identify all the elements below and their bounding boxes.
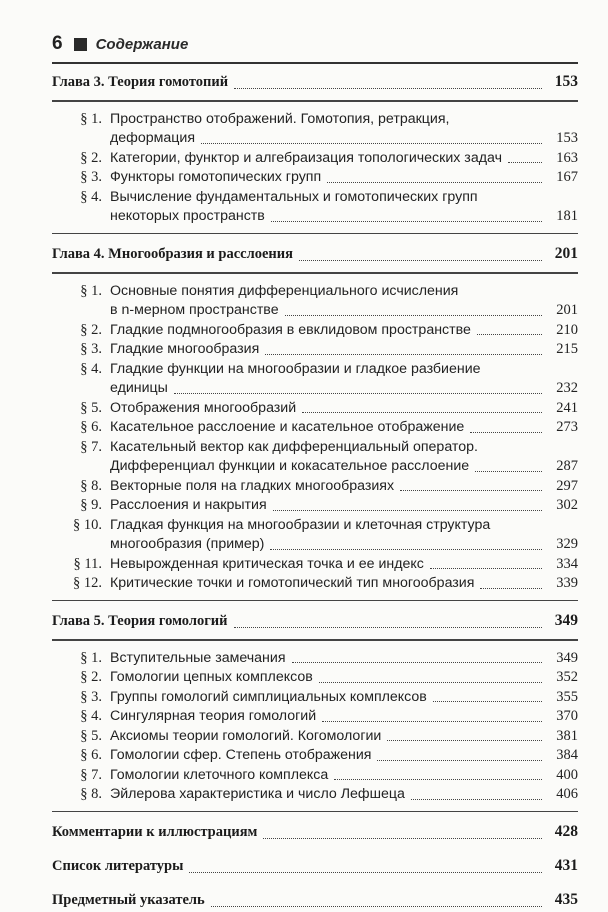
section-line — [110, 321, 578, 341]
section-number: § 6. — [80, 747, 102, 763]
section-body — [110, 496, 578, 516]
section-number: § 3. — [80, 341, 102, 357]
section-number: § 5. — [80, 727, 102, 744]
toc-entry[interactable] — [62, 340, 578, 360]
section-body — [110, 399, 578, 419]
section-line — [110, 649, 578, 669]
section-number: § 1. — [80, 649, 102, 666]
dot-leader — [234, 626, 543, 628]
dot-leader — [271, 220, 542, 222]
section-body — [110, 477, 578, 497]
section-body — [110, 340, 578, 360]
section-page: 297 — [556, 477, 578, 494]
section-page: 273 — [556, 419, 578, 435]
square-bullet-icon — [74, 38, 87, 51]
section-line — [110, 207, 578, 227]
section-line — [110, 301, 578, 321]
section-number: § 2. — [80, 149, 102, 166]
dot-leader — [263, 837, 542, 839]
section-page: 215 — [556, 341, 578, 357]
section-title-line: Эйлерова характеристика и число Лефшеца — [110, 786, 405, 802]
section-line — [110, 555, 578, 575]
section-line — [110, 379, 578, 399]
section-page: 370 — [556, 708, 578, 724]
section-line — [110, 496, 578, 516]
dot-leader — [508, 161, 542, 163]
section-body — [110, 168, 578, 188]
section-number: § 2. — [80, 669, 102, 685]
section-line — [110, 746, 578, 766]
chapter-heading[interactable] — [52, 242, 578, 266]
toc-entry[interactable] — [62, 746, 578, 766]
dot-leader — [285, 314, 542, 316]
toc-entry[interactable] — [62, 399, 578, 419]
back-matter-page: 431 — [554, 857, 578, 874]
section-line — [110, 574, 578, 594]
dot-leader — [270, 548, 542, 550]
section-number: § 3. — [80, 169, 102, 185]
chapter-title: Глава 3. Теория гомотопий — [52, 74, 229, 90]
section-page: 384 — [556, 747, 578, 763]
section-page: 406 — [556, 786, 578, 802]
section-line — [110, 418, 578, 438]
section-page: 153 — [556, 130, 578, 146]
section-title-line: Сингулярная теория гомологий — [110, 708, 317, 724]
section-title-line: в n-мерном пространстве — [110, 302, 279, 318]
section-title-line: единицы — [110, 380, 168, 396]
section-line — [110, 688, 578, 708]
dot-leader — [234, 87, 542, 89]
chapter-page: 349 — [554, 612, 578, 629]
section-line — [110, 282, 578, 302]
section-page: 400 — [556, 766, 578, 783]
page-number: 6 — [52, 33, 63, 54]
section-line — [110, 129, 578, 149]
dot-leader — [319, 681, 542, 683]
section-body — [110, 727, 578, 747]
section-title-line: Расслоения и накрытия — [110, 497, 267, 513]
section-title-line: Вычисление фундаментальных и гомотопических групп — [110, 188, 478, 205]
back-matter-page: 435 — [554, 891, 578, 908]
header-rule — [52, 62, 578, 64]
dot-leader — [470, 431, 542, 433]
section-page: 163 — [556, 149, 578, 166]
chapter-title: Глава 4. Многообразия и расслоения — [52, 246, 293, 262]
toc-entry[interactable] — [62, 727, 578, 747]
dot-leader — [377, 759, 542, 761]
section-title-line: некоторых пространств — [110, 208, 265, 224]
toc-entry[interactable] — [62, 110, 578, 149]
toc-entry[interactable] — [62, 418, 578, 438]
section-title-line: Группы гомологий симплициальных комплексов — [110, 688, 427, 705]
section-number: § 4. — [80, 360, 102, 377]
section-number: § 1. — [80, 282, 102, 299]
section-line — [110, 438, 578, 458]
back-matter-title: Комментарии к иллюстрациям — [52, 824, 258, 840]
section-body — [110, 746, 578, 766]
section-body — [110, 574, 578, 594]
section-number: § 7. — [80, 438, 102, 455]
chapter-page: 201 — [554, 245, 578, 262]
dot-leader — [400, 489, 542, 491]
section-title-line: деформация — [110, 130, 196, 146]
section-page: 210 — [556, 321, 578, 338]
chapter-heading[interactable] — [52, 70, 578, 94]
section-page: 334 — [556, 555, 578, 572]
section-body — [110, 668, 578, 688]
section-title-line: многообразия (пример) — [110, 536, 265, 552]
dot-leader — [433, 700, 542, 702]
section-body — [110, 766, 578, 786]
running-title: Содержание — [95, 35, 189, 53]
section-line — [110, 457, 578, 477]
section-line — [110, 340, 578, 360]
chapter-end-rule — [52, 233, 578, 235]
section-title-line: Пространство отображений. Гомотопия, ретракция, — [110, 110, 450, 127]
spacer — [52, 878, 578, 888]
dot-leader — [327, 181, 542, 183]
section-title-line: Касательный вектор как дифференциальный оператор. — [110, 438, 478, 455]
section-page: 167 — [556, 169, 578, 185]
section-line — [110, 766, 578, 786]
section-line — [110, 727, 578, 747]
dot-leader — [273, 509, 542, 511]
section-body — [110, 438, 578, 477]
chapter-end-rule — [52, 600, 578, 602]
section-page: 201 — [556, 302, 578, 318]
back-matter-entry[interactable] — [52, 820, 578, 844]
section-title-line: Гладкие подмногообразия в евклидовом пространстве — [110, 321, 471, 338]
section-title-line: Гомологии клеточного комплекса — [110, 766, 329, 783]
chapter-heading[interactable] — [52, 609, 578, 633]
toc-entry[interactable] — [62, 496, 578, 516]
section-title-line: Функторы гомотопических групп — [110, 169, 322, 185]
section-number: § 4. — [80, 188, 102, 205]
section-title-line: Гладкие функции на многообразии и гладкое разбиение — [110, 360, 481, 377]
section-line — [110, 516, 578, 536]
section-page: 287 — [556, 458, 578, 474]
dot-leader — [292, 661, 542, 663]
section-number: § 3. — [80, 688, 102, 705]
toc-entry[interactable] — [62, 649, 578, 669]
dot-leader — [477, 333, 542, 335]
back-matter-entry[interactable] — [52, 854, 578, 878]
section-page: 181 — [556, 208, 578, 224]
section-number: § 10. — [73, 516, 102, 533]
section-number: § 11. — [73, 555, 102, 572]
section-line — [110, 168, 578, 188]
toc-entry[interactable] — [62, 321, 578, 341]
toc-entry[interactable] — [62, 149, 578, 169]
dot-leader — [201, 142, 542, 144]
dot-leader — [475, 470, 542, 472]
section-body — [110, 149, 578, 169]
section-body — [110, 707, 578, 727]
section-line — [110, 360, 578, 380]
toc-entry[interactable] — [62, 668, 578, 688]
section-body — [110, 785, 578, 805]
toc-entry[interactable] — [62, 477, 578, 497]
back-matter-title: Список литературы — [52, 858, 184, 874]
section-line — [110, 110, 578, 130]
section-line — [110, 477, 578, 497]
toc-entry[interactable] — [62, 168, 578, 188]
spacer — [52, 844, 578, 854]
dot-leader — [411, 798, 542, 800]
toc-entry[interactable] — [62, 360, 578, 399]
section-title-line: Гомологии цепных комплексов — [110, 669, 313, 685]
section-page: 302 — [556, 497, 578, 513]
toc-entry[interactable] — [62, 688, 578, 708]
section-body — [110, 649, 578, 669]
section-body — [110, 110, 578, 149]
dot-leader — [480, 587, 542, 589]
section-number: § 12. — [73, 575, 102, 591]
section-number: § 1. — [80, 110, 102, 127]
section-line — [110, 535, 578, 555]
toc-entry[interactable] — [62, 188, 578, 227]
section-number: § 6. — [80, 419, 102, 435]
toc-entry[interactable] — [62, 785, 578, 805]
toc-entry[interactable] — [62, 766, 578, 786]
back-matter-title: Предметный указатель — [52, 892, 205, 908]
section-title-line: Аксиомы теории гомологий. Когомологии — [110, 727, 382, 744]
section-line — [110, 188, 578, 208]
section-line — [110, 785, 578, 805]
section-number: § 8. — [80, 477, 102, 494]
chapter-rule — [52, 272, 578, 274]
section-line — [110, 668, 578, 688]
section-body — [110, 688, 578, 708]
section-line — [110, 399, 578, 419]
dot-leader — [265, 353, 542, 355]
dot-leader — [302, 411, 542, 413]
section-page: 339 — [556, 575, 578, 591]
section-line — [110, 149, 578, 169]
section-number: § 8. — [80, 786, 102, 802]
dot-leader — [211, 905, 542, 907]
dot-leader — [189, 871, 542, 873]
section-title-line: Гладкие многообразия — [110, 341, 260, 357]
section-page: 232 — [556, 380, 578, 396]
section-page: 381 — [556, 727, 578, 744]
toc-entry[interactable] — [62, 516, 578, 555]
dot-leader — [322, 720, 542, 722]
dot-leader — [430, 567, 542, 569]
section-number: § 7. — [80, 766, 102, 783]
section-number: § 5. — [80, 399, 102, 416]
section-body — [110, 188, 578, 227]
running-header — [52, 32, 578, 56]
section-title-line: Дифференциал функции и кокасательное расслоение — [110, 458, 470, 474]
section-page: 352 — [556, 669, 578, 685]
toc-entry[interactable] — [62, 282, 578, 321]
section-line — [110, 707, 578, 727]
section-body — [110, 282, 578, 321]
section-number: § 4. — [80, 708, 102, 724]
toc-entry[interactable] — [62, 574, 578, 594]
toc-entry[interactable] — [62, 707, 578, 727]
section-number: § 9. — [80, 497, 102, 513]
chapter-title: Глава 5. Теория гомологий — [52, 613, 228, 629]
section-page: 241 — [556, 399, 578, 416]
toc-entry[interactable] — [62, 438, 578, 477]
dot-leader — [174, 392, 542, 394]
section-body — [110, 321, 578, 341]
chapter-end-rule — [52, 811, 578, 813]
section-title-line: Категории, функтор и алгебраизация топологических задач — [110, 149, 502, 166]
section-title-line: Касательное расслоение и касательное отображение — [110, 419, 465, 435]
table-of-contents — [52, 68, 578, 912]
section-page: 349 — [556, 649, 578, 666]
section-title-line: Векторные поля на гладких многообразиях — [110, 477, 395, 494]
section-title-line: Невырожденная критическая точка и ее индекс — [110, 555, 424, 572]
section-title-line: Отображения многообразий — [110, 399, 297, 416]
section-title-line: Гомологии сфер. Степень отображения — [110, 747, 372, 763]
dot-leader — [299, 259, 542, 261]
dot-leader — [334, 778, 542, 780]
section-body — [110, 555, 578, 575]
section-body — [110, 360, 578, 399]
chapter-page: 153 — [554, 73, 578, 90]
toc-entry[interactable] — [62, 555, 578, 575]
dot-leader — [387, 739, 542, 741]
section-title-line: Гладкая функция на многообразии и клеточная структура — [110, 516, 491, 533]
section-number: § 2. — [80, 321, 102, 338]
section-page: 329 — [556, 536, 578, 552]
section-title-line: Вступительные замечания — [110, 649, 286, 666]
section-body — [110, 418, 578, 438]
chapter-rule — [52, 639, 578, 641]
section-body — [110, 516, 578, 555]
chapter-rule — [52, 100, 578, 102]
section-title-line: Основные понятия дифференциального исчисления — [110, 282, 459, 299]
section-page: 355 — [556, 688, 578, 705]
section-title-line: Критические точки и гомотопический тип многообразия — [110, 575, 475, 591]
back-matter-page: 428 — [554, 823, 578, 840]
back-matter-entry[interactable] — [52, 888, 578, 912]
